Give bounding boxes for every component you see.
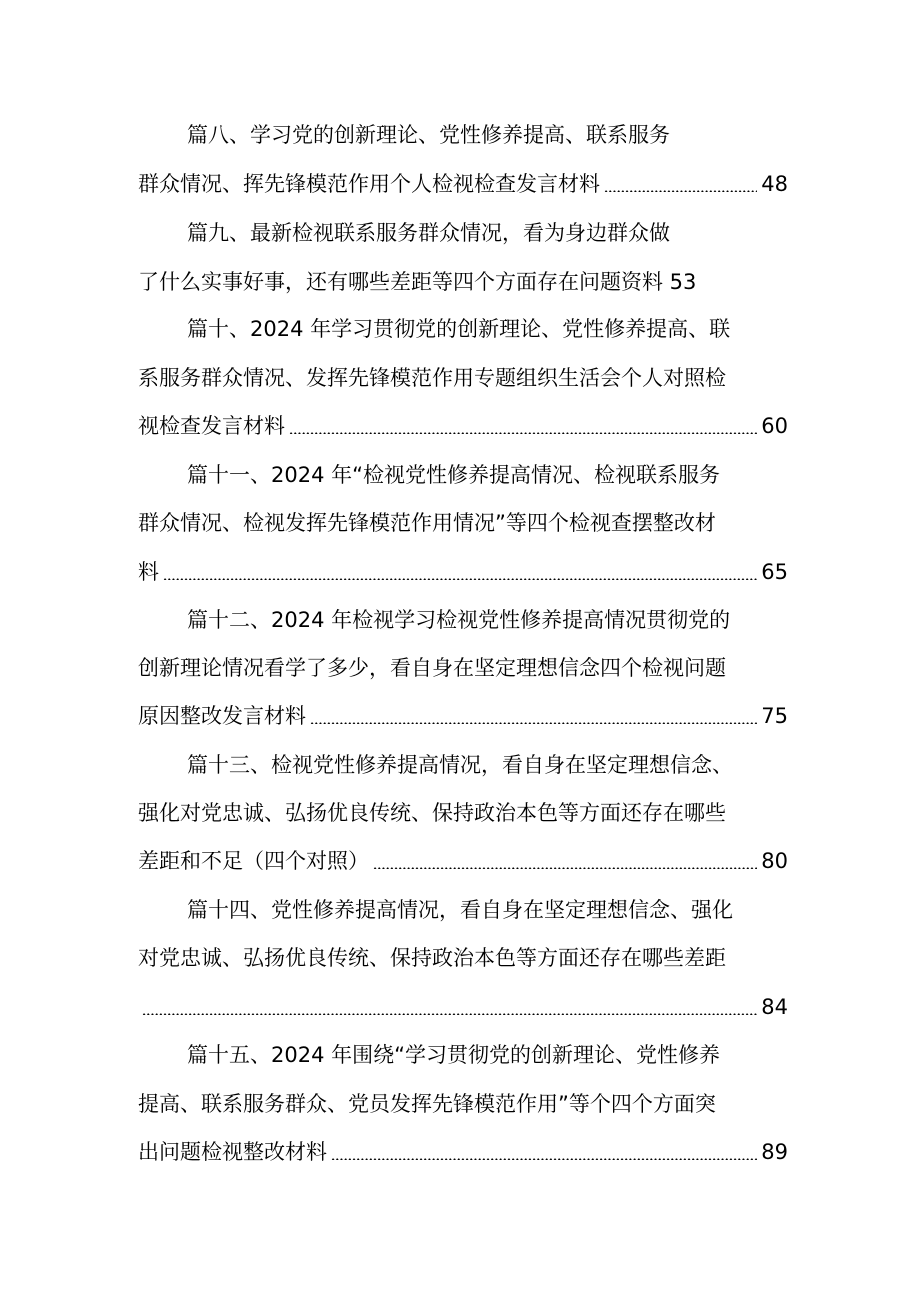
toc-page-number: 48 (761, 172, 788, 196)
toc-page-number: 89 (761, 1140, 788, 1164)
toc-entry-text: 视检查发言材料 (138, 414, 285, 438)
toc-entry-line (138, 1134, 788, 1170)
toc-entry-line: 群众情况、检视发挥先锋模范作用情况”等四个检视查摆整改材 (138, 511, 716, 535)
dot-leader (163, 578, 757, 580)
toc-page-number: 80 (761, 849, 788, 873)
toc-entry-line: 对党忠诚、弘扬优良传统、保持政治本色等方面还存在哪些差距 (138, 946, 726, 970)
toc-entry-line: 篇十一、2024 年“检视党性修养提高情况、检视联系服务 (187, 463, 720, 487)
dot-leader (604, 190, 757, 192)
toc-entry-text: 群众情况、挥先锋模范作用个人检视检查发言材料 (138, 172, 600, 196)
toc-page-number: 65 (761, 560, 788, 584)
toc-entry-line (138, 408, 788, 444)
toc-entry-line: 创新理论情况看学了多少，看自身在坚定理想信念四个检视问题 (138, 656, 726, 680)
toc-entry-line: 强化对党忠诚、弘扬优良传统、保持政治本色等方面还存在哪些 (138, 801, 726, 825)
dot-leader (310, 722, 757, 724)
dot-leader (331, 1158, 757, 1160)
toc-entry-line: 提高、联系服务群众、党员发挥先锋模范作用”等个四个方面突 (138, 1092, 716, 1116)
toc-entry-line (138, 989, 788, 1025)
toc-entry-line: 了什么实事好事，还有哪些差距等四个方面存在问题资料 53 (138, 270, 697, 294)
toc-page-number: 60 (761, 414, 788, 438)
toc-entry-line: 篇九、最新检视联系服务群众情况，看为身边群众做 (187, 221, 670, 245)
toc-entry-text: 料 (138, 560, 159, 584)
dot-leader (142, 1013, 757, 1015)
toc-entry-line (138, 843, 788, 879)
toc-entry-line: 系服务群众情况、发挥先锋模范作用专题组织生活会个人对照检 (138, 366, 726, 390)
dot-leader (373, 867, 757, 869)
toc-entry-line: 篇十、2024 年学习贯彻党的创新理论、党性修养提高、联 (187, 317, 731, 341)
toc-entry-line: 篇十二、2024 年检视学习检视党性修养提高情况贯彻党的 (187, 608, 731, 632)
toc-entry-line: 篇十五、2024 年围绕“学习贯彻党的创新理论、党性修养 (187, 1043, 720, 1067)
toc-entry-line (138, 554, 788, 590)
toc-page-number: 84 (761, 995, 788, 1019)
toc-entry-line: 篇十三、检视党性修养提高情况，看自身在坚定理想信念、 (187, 753, 733, 777)
toc-entry-line (138, 698, 788, 734)
toc-entry-text: 出问题检视整改材料 (138, 1140, 327, 1164)
dot-leader (289, 432, 757, 434)
toc-entry-text: 原因整改发言材料 (138, 704, 306, 728)
toc-entry-line: 篇八、学习党的创新理论、党性修养提高、联系服务 (187, 123, 670, 147)
toc-entry-line (138, 166, 788, 202)
toc-page-number: 75 (761, 704, 788, 728)
toc-entry-text: 差距和不足（四个对照） (138, 849, 369, 873)
toc-entry-line: 篇十四、党性修养提高情况，看自身在坚定理想信念、强化 (187, 898, 733, 922)
